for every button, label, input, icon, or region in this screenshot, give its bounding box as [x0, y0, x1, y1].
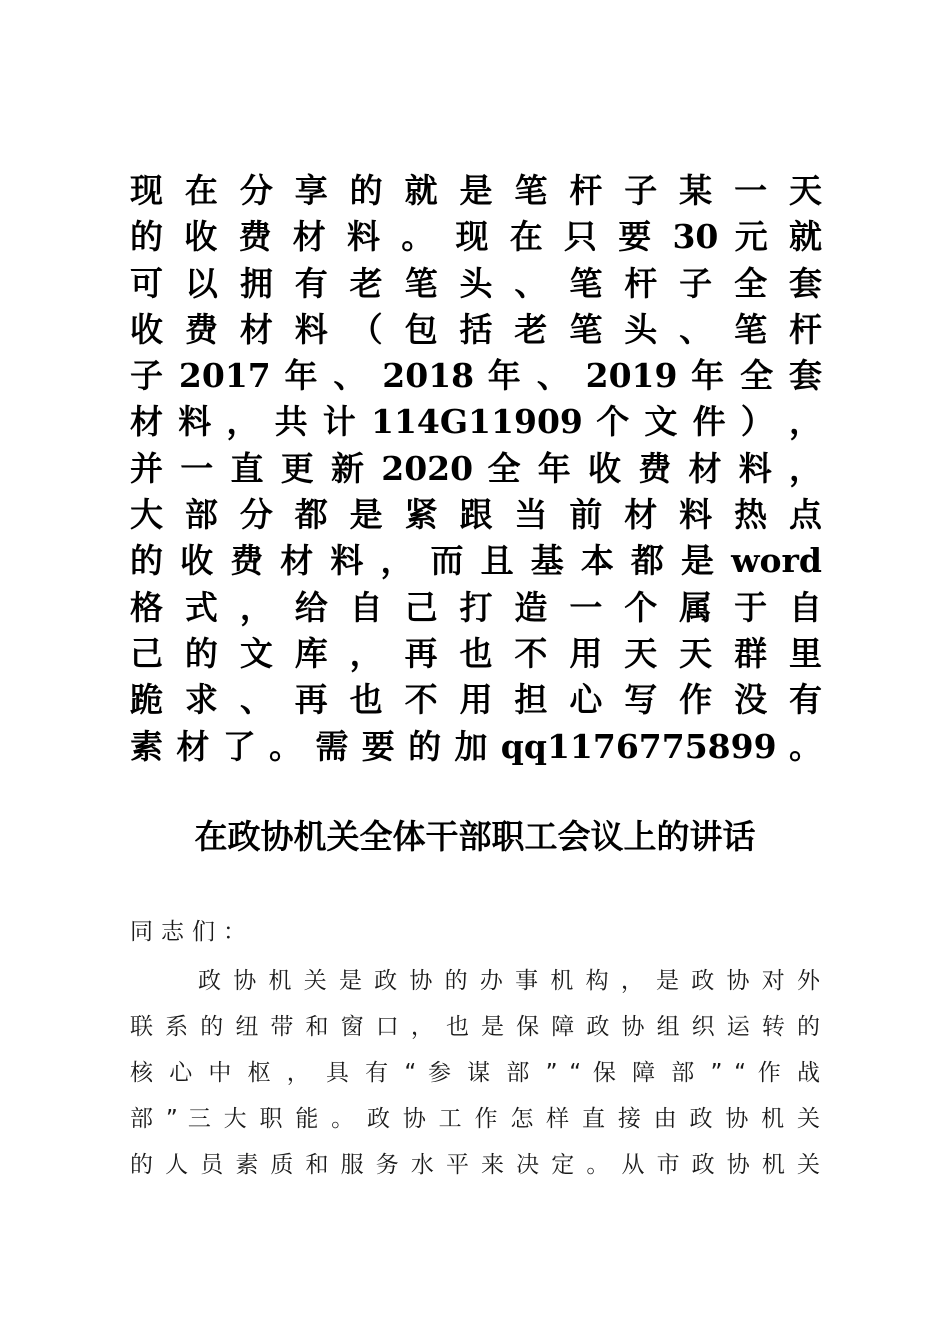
paragraph-line: 的 人 员 素 质 和 服 务 水 平 来 决 定 。 从 市 政 协 机 关	[130, 1152, 820, 1178]
promo-line: 现 在 分 享 的 就 是 笔 杆 子 某 一 天	[130, 171, 822, 210]
document-title: 在政协机关全体干部职工会议上的讲话	[194, 817, 756, 856]
promo-block	[130, 168, 822, 770]
promo-line: 并 一 直 更 新 2020 全 年 收 费 材 料 ，	[130, 448, 822, 488]
paragraph-line: 政 协 机 关 是 政 协 的 办 事 机 构 ， 是 政 协 对 外	[198, 968, 820, 994]
paragraph	[130, 958, 820, 1188]
promo-line: 的 收 费 材 料 ， 而 且 基 本 都 是 word	[130, 541, 822, 581]
promo-line: 素 材 了 。 需 要 的 加 qq1176775899 。	[130, 726, 822, 766]
promo-line: 大 部 分 都 是 紧 跟 当 前 材 料 热 点	[130, 495, 822, 535]
paragraph-line: 核 心 中 枢 ， 具 有 “ 参 谋 部 ” “ 保 障 部 ” “ 作 战	[130, 1060, 820, 1086]
promo-line: 材 料 ， 共 计 114G11909 个 文 件 ） ，	[130, 402, 822, 442]
promo-line: 可 以 拥 有 老 笔 头 、 笔 杆 子 全 套	[130, 263, 822, 303]
paragraph-line: 联 系 的 纽 带 和 窗 口 ， 也 是 保 障 政 协 组 织 运 转 的	[130, 1014, 820, 1040]
promo-line: 跪 求 、 再 也 不 用 担 心 写 作 没 有	[130, 680, 822, 720]
promo-line: 的 收 费 材 料 。 现 在 只 要 30 元 就	[130, 217, 822, 257]
promo-line: 收 费 材 料 （ 包 括 老 笔 头 、 笔 杆	[130, 309, 822, 349]
promo-line: 格 式 ， 给 自 己 打 造 一 个 属 于 自	[130, 587, 822, 627]
salutation: 同志们：	[130, 919, 254, 945]
promo-line: 己 的 文 库 ， 再 也 不 用 天 天 群 里	[130, 633, 822, 673]
promo-line: 子 2017 年 、 2018 年 、 2019 年 全 套	[130, 356, 822, 396]
paragraph-line: 部 ” 三 大 职 能 。 政 协 工 作 怎 样 直 接 由 政 协 机 关	[130, 1106, 820, 1132]
document-body	[130, 912, 820, 1188]
